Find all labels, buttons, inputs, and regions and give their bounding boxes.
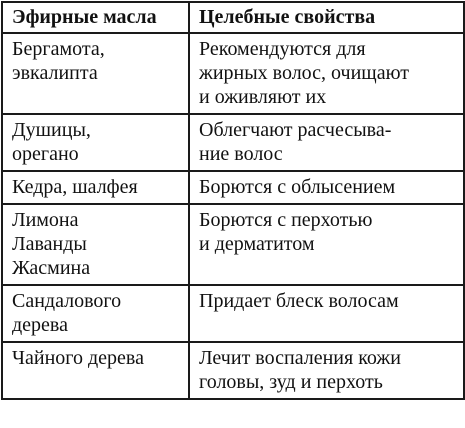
oils-table [1, 1, 465, 400]
table-row [2, 204, 464, 285]
oil-name-cell: Душицы, орегано [2, 114, 189, 171]
property-cell: Борются с облысением [189, 171, 464, 204]
oil-name-cell: Сандалового дерева [2, 285, 189, 342]
header-properties: Целебные свойства [189, 2, 464, 33]
property-cell: Придает блеск волосам [189, 285, 464, 342]
table-row [2, 33, 464, 114]
header-oils: Эфирные масла [2, 2, 189, 33]
table-row [2, 114, 464, 171]
oil-name-cell: Чайного дерева [2, 342, 189, 399]
property-cell: Лечит воспаления кожи головы, зуд и перхоть [189, 342, 464, 399]
property-cell: Облегчают расчесыва- ние волос [189, 114, 464, 171]
oil-name-cell: Кедра, шалфея [2, 171, 189, 204]
header-row [2, 2, 464, 33]
oil-name-cell: Бергамота, эвкалипта [2, 33, 189, 114]
property-cell: Рекомендуются для жирных волос, очищают и оживляют их [189, 33, 464, 114]
oil-name-cell: Лимона Лаванды Жасмина [2, 204, 189, 285]
table-row [2, 285, 464, 342]
table-row [2, 342, 464, 399]
property-cell: Борются с перхотью и дерматитом [189, 204, 464, 285]
table-row [2, 171, 464, 204]
